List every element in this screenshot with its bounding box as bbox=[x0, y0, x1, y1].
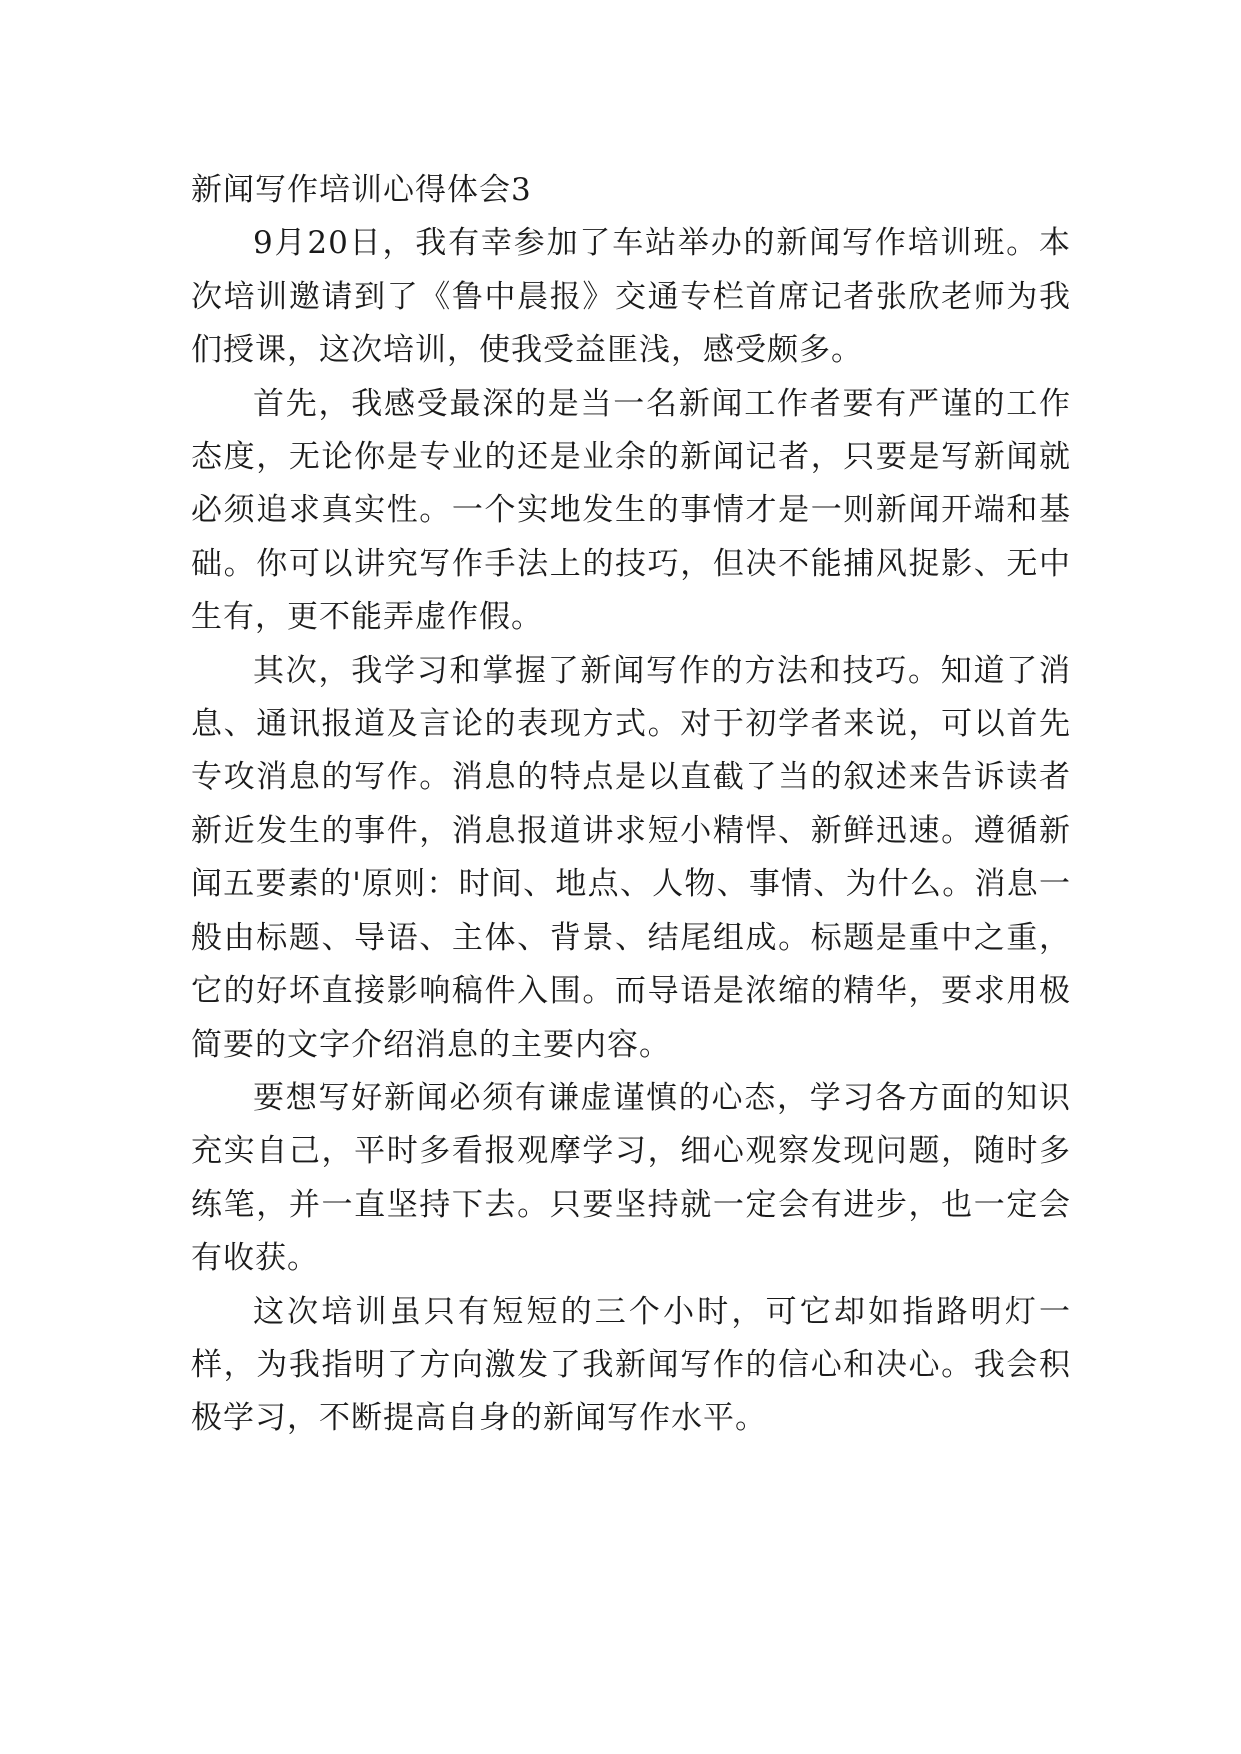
paragraph-4: 要想写好新闻必须有谦虚谨慎的心态，学习各方面的知识充实自己，平时多看报观摩学习，细心观察发现问题，随时多练笔，并一直坚持下去。只要坚持就一定会有进步，也一定会有收获。 bbox=[191, 1079, 1071, 1277]
paragraph-2: 首先，我感受最深的是当一名新闻工作者要有严谨的工作态度，无论你是专业的还是业余的新闻记者，只要是写新闻就必须追求真实性。一个实地发生的事情才是一则新闻开端和基础。你可以讲究写作手法上的技巧，但决不能捕风捉影、无中生有，更不能弄虚作假。 bbox=[191, 385, 1071, 636]
document-title: 新闻写作培训心得体会3 bbox=[191, 172, 532, 208]
paragraph-1: 9月20日，我有幸参加了车站举办的新闻写作培训班。本次培训邀请到了《鲁中晨报》交通专栏首席记者张欣老师为我们授课，这次培训，使我受益匪浅，感受颇多。 bbox=[191, 225, 1071, 369]
document-body bbox=[191, 164, 1071, 1446]
paragraph-3: 其次，我学习和掌握了新闻写作的方法和技巧。知道了消息、通讯报道及言论的表现方式。对于初学者来说，可以首先专攻消息的写作。消息的特点是以直截了当的叙述来告诉读者新近发生的事件，消息报道讲求短小精悍、新鲜迅速。遵循新闻五要素的'原则：时间、地点、人物、事情、为什么。消息一般由标题、导语、主体、背景、结尾组成。标题是重中之重，它的好坏直接影响稿件入围。而导语是浓缩的精华，要求用极简要的文字介绍消息的主要内容。 bbox=[191, 652, 1071, 1063]
paragraph-5: 这次培训虽只有短短的三个小时，可它却如指路明灯一样，为我指明了方向激发了我新闻写作的信心和决心。我会积极学习，不断提高自身的新闻写作水平。 bbox=[191, 1293, 1071, 1437]
